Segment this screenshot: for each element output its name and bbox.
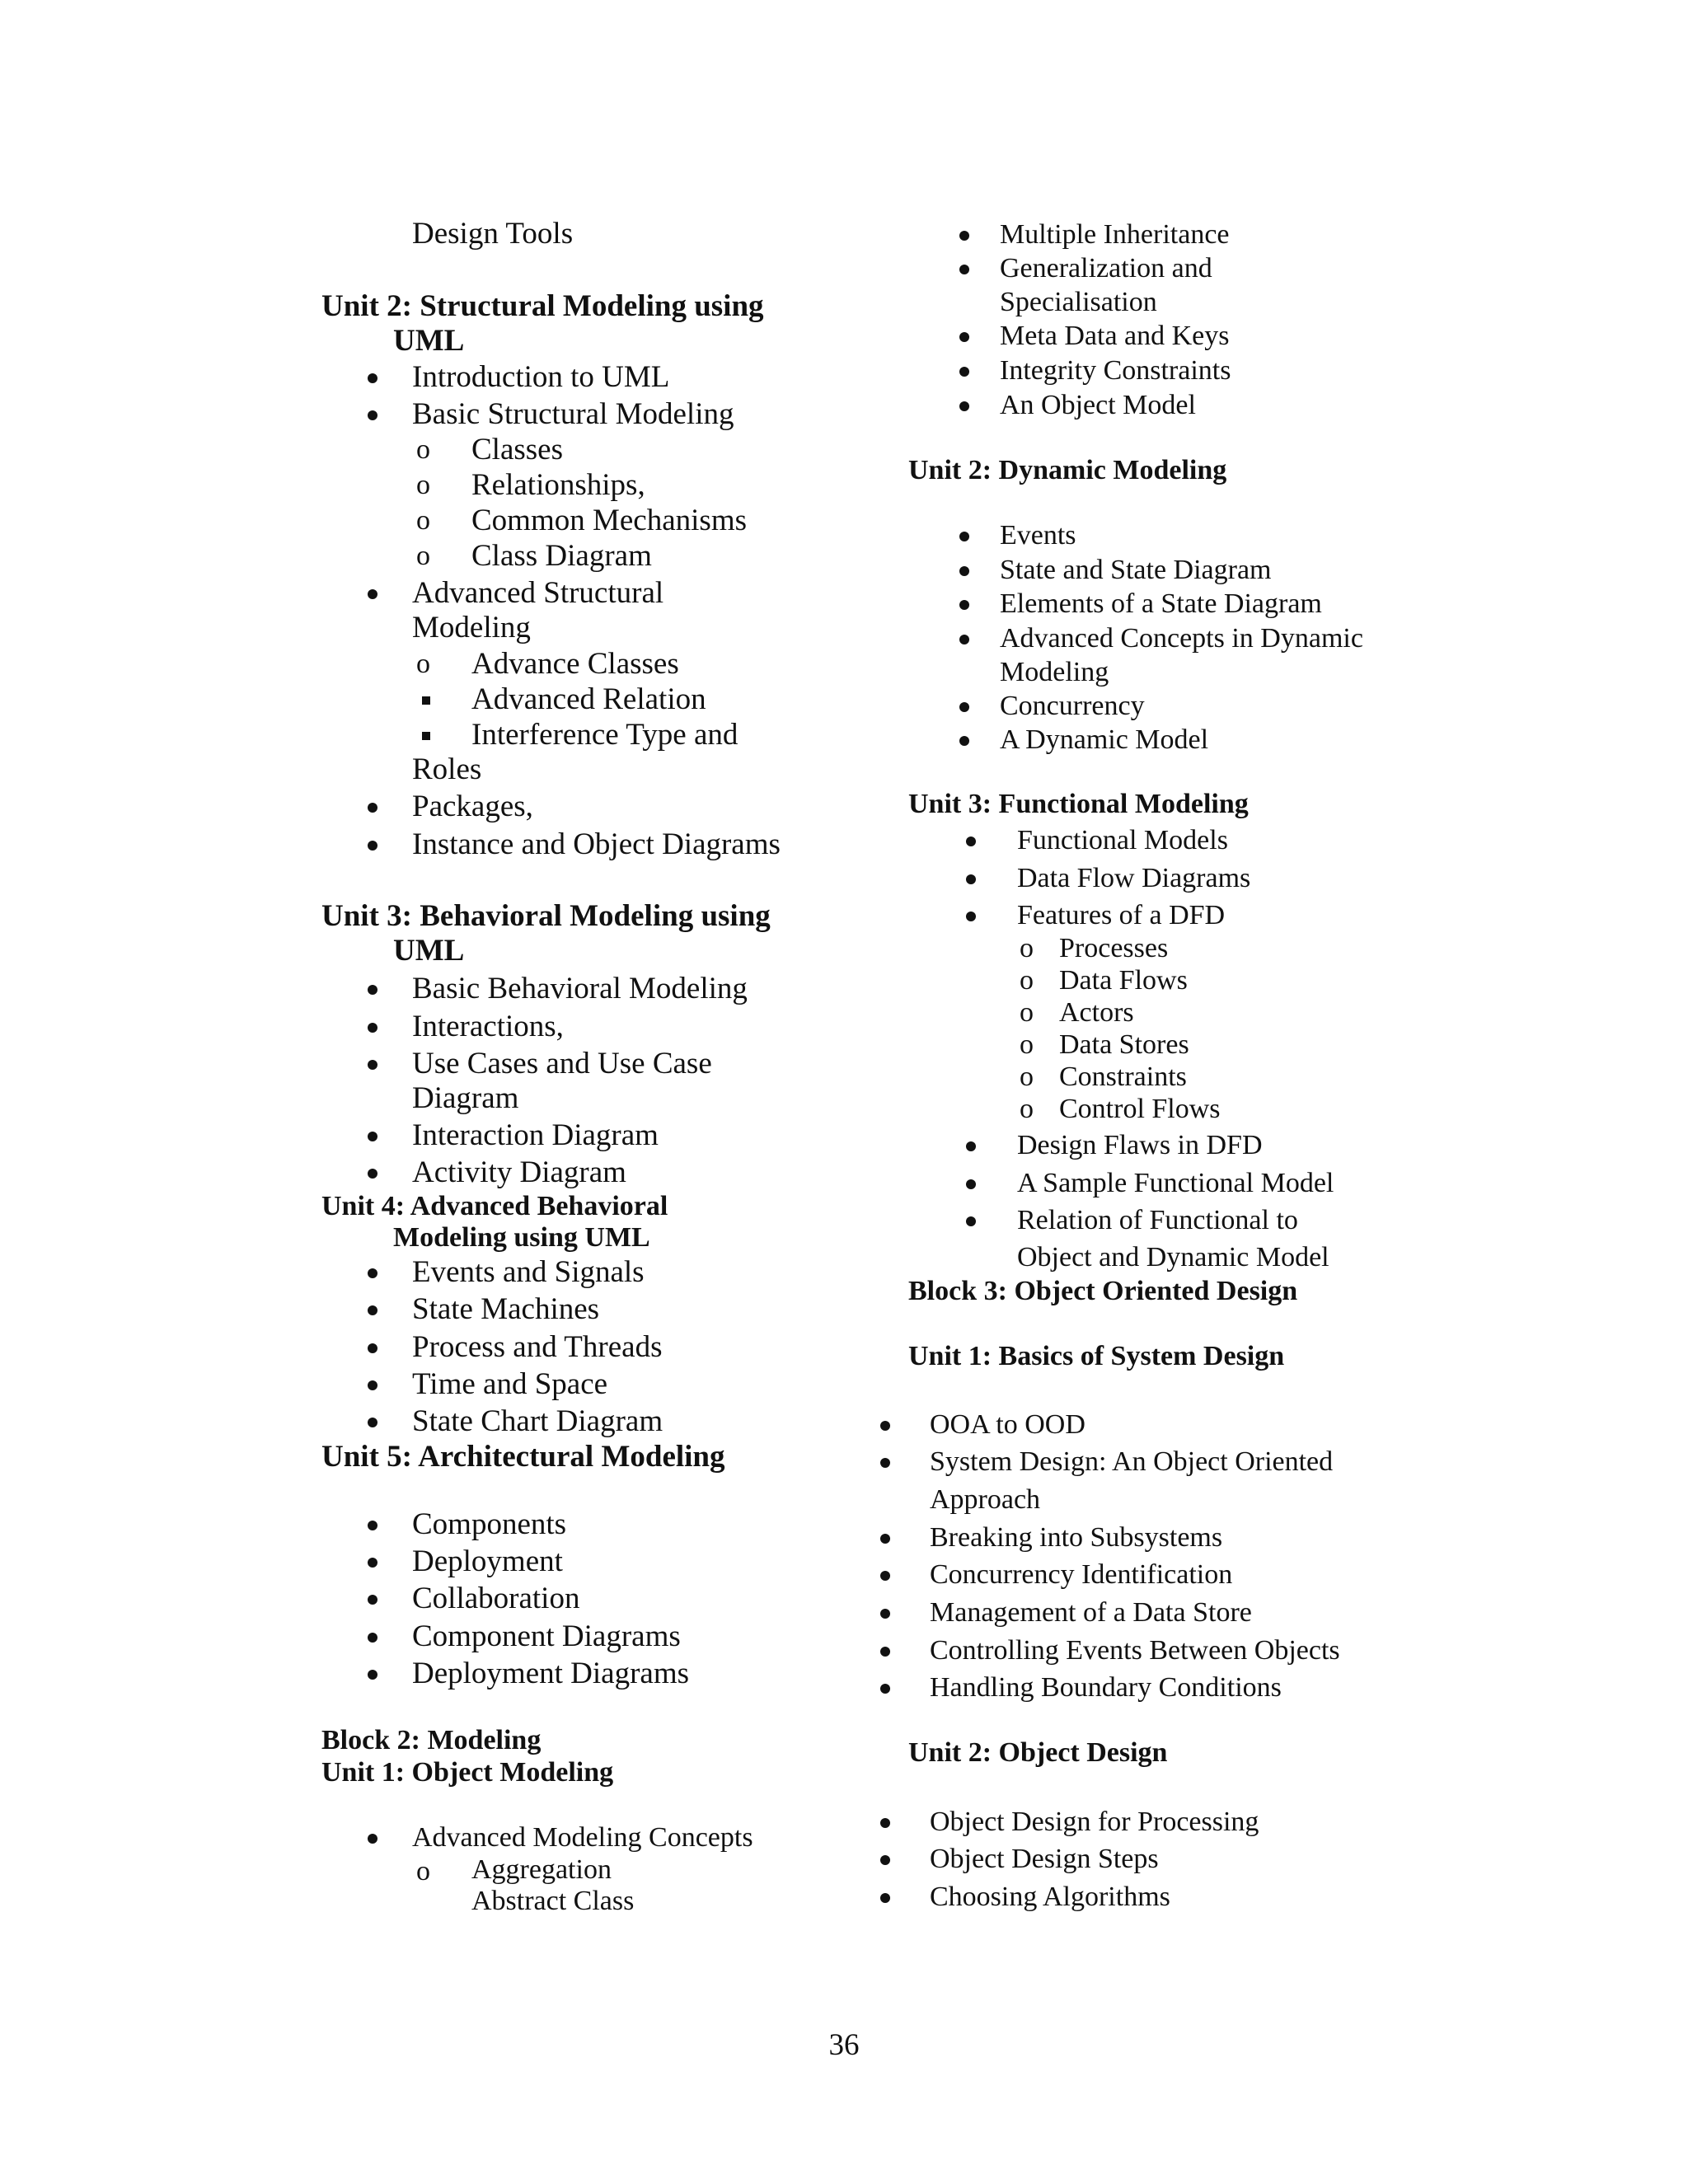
list-item: Actors xyxy=(1059,997,1134,1028)
unit-heading: Unit 2: Object Design xyxy=(908,1737,1168,1768)
list-item: Diagram xyxy=(412,1081,519,1115)
list-item: Breaking into Subsystems xyxy=(930,1522,1223,1553)
list-item: Relation of Functional to xyxy=(1017,1205,1298,1235)
bullet-icon xyxy=(368,1594,377,1609)
circle-bullet-icon: o xyxy=(1020,997,1034,1028)
list-item: Activity Diagram xyxy=(412,1155,626,1189)
bullet-icon xyxy=(368,1520,377,1535)
list-item: OOA to OOD xyxy=(930,1409,1085,1440)
bullet-icon xyxy=(880,1817,890,1832)
bullet-icon xyxy=(368,1305,377,1319)
block-heading: Block 2: Modeling xyxy=(321,1725,542,1755)
list-item: Interference Type and xyxy=(471,718,738,752)
list-item: Multiple Inheritance xyxy=(1000,219,1230,250)
list-item: Introduction to UML xyxy=(412,360,670,394)
list-item: Advanced Modeling Concepts xyxy=(412,1822,753,1853)
bullet-icon xyxy=(959,401,969,415)
list-item: Class Diagram xyxy=(471,539,652,573)
block-heading: Block 3: Object Oriented Design xyxy=(908,1276,1298,1306)
list-item: Constraints xyxy=(1059,1062,1187,1092)
circle-bullet-icon: o xyxy=(416,505,430,536)
circle-bullet-icon: o xyxy=(416,1856,430,1886)
circle-bullet-icon: o xyxy=(1020,965,1034,996)
list-item: Events and Signals xyxy=(412,1255,645,1289)
list-item: Events xyxy=(1000,520,1076,551)
circle-bullet-icon: o xyxy=(1020,1029,1034,1060)
list-item: System Design: An Object Oriented xyxy=(930,1446,1334,1477)
page-number: 36 xyxy=(828,2028,860,2062)
list-item: Advanced Relation xyxy=(471,682,706,716)
bullet-icon xyxy=(880,1420,890,1435)
bullet-icon xyxy=(959,264,969,279)
list-item: Generalization and xyxy=(1000,253,1212,284)
list-item: Controlling Events Between Objects xyxy=(930,1635,1340,1666)
unit-heading: UML xyxy=(393,934,465,968)
list-item: Control Flows xyxy=(1059,1094,1221,1124)
list-item: Modeling xyxy=(1000,657,1109,687)
list-item: State Chart Diagram xyxy=(412,1404,663,1438)
circle-bullet-icon: o xyxy=(416,541,430,571)
bullet-icon xyxy=(368,1131,377,1146)
bullet-icon xyxy=(966,1179,976,1193)
unit-heading: Unit 2: Structural Modeling using xyxy=(321,289,764,323)
list-item: Integrity Constraints xyxy=(1000,355,1231,386)
list-item: Processes xyxy=(1059,933,1169,963)
circle-bullet-icon: o xyxy=(416,434,430,465)
bullet-icon xyxy=(880,1533,890,1548)
list-item: Packages, xyxy=(412,790,533,823)
list-item: Component Diagrams xyxy=(412,1619,681,1653)
square-bullet-icon xyxy=(422,694,430,709)
bullet-icon xyxy=(368,802,377,817)
list-item: Object Design Steps xyxy=(930,1844,1159,1874)
bullet-icon xyxy=(368,1669,377,1684)
list-item: Approach xyxy=(930,1484,1041,1515)
bullet-icon xyxy=(880,1457,890,1472)
bullet-icon xyxy=(368,1022,377,1037)
bullet-icon xyxy=(368,1417,377,1432)
list-item: Advanced Structural xyxy=(412,576,664,610)
list-item: Basic Behavioral Modeling xyxy=(412,972,748,1005)
list-item: Data Flow Diagrams xyxy=(1017,863,1251,893)
list-item: Time and Space xyxy=(412,1367,608,1401)
bullet-icon xyxy=(368,984,377,999)
bullet-icon xyxy=(368,1268,377,1282)
list-item: Object Design for Processing xyxy=(930,1807,1259,1837)
text-line: Design Tools xyxy=(412,217,574,251)
list-item: Features of a DFD xyxy=(1017,900,1226,930)
bullet-icon xyxy=(959,634,969,649)
bullet-icon xyxy=(368,410,377,424)
list-item: Functional Models xyxy=(1017,825,1228,855)
list-item: Deployment xyxy=(412,1544,563,1578)
list-item: Instance and Object Diagrams xyxy=(412,827,781,861)
bullet-icon xyxy=(368,1632,377,1647)
list-item: Components xyxy=(412,1507,567,1541)
unit-heading: UML xyxy=(393,324,465,358)
list-item: Data Flows xyxy=(1059,965,1188,996)
bullet-icon xyxy=(368,1557,377,1572)
list-item: Object and Dynamic Model xyxy=(1017,1242,1329,1272)
bullet-icon xyxy=(368,373,377,387)
list-item: Elements of a State Diagram xyxy=(1000,588,1322,619)
list-item: Use Cases and Use Case xyxy=(412,1047,712,1080)
unit-heading: Unit 3: Functional Modeling xyxy=(908,789,1249,819)
unit-heading: Unit 1: Object Modeling xyxy=(321,1757,614,1788)
bullet-icon xyxy=(966,1141,976,1155)
bullet-icon xyxy=(368,1059,377,1074)
list-item: Collaboration xyxy=(412,1582,580,1615)
bullet-icon xyxy=(368,1168,377,1183)
list-item: A Dynamic Model xyxy=(1000,724,1209,755)
bullet-icon xyxy=(966,836,976,851)
bullet-icon xyxy=(368,1833,377,1848)
bullet-icon xyxy=(959,531,969,546)
bullet-icon xyxy=(368,840,377,855)
bullet-icon xyxy=(959,331,969,346)
list-item: Interactions, xyxy=(412,1010,564,1043)
bullet-icon xyxy=(368,1343,377,1357)
bullet-icon xyxy=(966,1216,976,1230)
bullet-icon xyxy=(880,1608,890,1623)
bullet-icon xyxy=(959,701,969,716)
circle-bullet-icon: o xyxy=(416,649,430,679)
list-item: Specialisation xyxy=(1000,287,1157,317)
list-item: Aggregation xyxy=(471,1854,612,1885)
list-item: Process and Threads xyxy=(412,1330,663,1364)
bullet-icon xyxy=(959,230,969,245)
unit-heading: Unit 1: Basics of System Design xyxy=(908,1341,1285,1371)
bullet-icon xyxy=(368,588,377,603)
list-item: Classes xyxy=(471,433,563,466)
square-bullet-icon xyxy=(422,729,430,744)
circle-bullet-icon: o xyxy=(1020,933,1034,963)
list-item: Common Mechanisms xyxy=(471,504,748,537)
unit-heading: Unit 5: Architectural Modeling xyxy=(321,1440,725,1474)
text-line: Roles xyxy=(412,752,482,786)
circle-bullet-icon: o xyxy=(1020,1094,1034,1124)
list-item: Concurrency Identification xyxy=(930,1559,1233,1590)
list-item: Modeling xyxy=(412,611,531,644)
bullet-icon xyxy=(959,735,969,750)
list-item: Relationships, xyxy=(471,468,645,502)
list-item: A Sample Functional Model xyxy=(1017,1168,1334,1198)
bullet-icon xyxy=(880,1683,890,1698)
bullet-icon xyxy=(880,1570,890,1585)
list-item: An Object Model xyxy=(1000,390,1196,420)
circle-bullet-icon: o xyxy=(1020,1062,1034,1092)
unit-heading: Modeling using UML xyxy=(393,1222,650,1253)
bullet-icon xyxy=(880,1646,890,1661)
list-item: Design Flaws in DFD xyxy=(1017,1130,1263,1160)
bullet-icon xyxy=(880,1854,890,1869)
circle-bullet-icon: o xyxy=(416,470,430,500)
list-item: Basic Structural Modeling xyxy=(412,397,734,431)
list-item: Choosing Algorithms xyxy=(930,1882,1170,1912)
bullet-icon xyxy=(959,565,969,580)
bullet-icon xyxy=(966,911,976,926)
list-item: Deployment Diagrams xyxy=(412,1657,689,1690)
bullet-icon xyxy=(959,599,969,614)
bullet-icon xyxy=(959,366,969,381)
unit-heading: Unit 4: Advanced Behavioral xyxy=(321,1191,668,1221)
bullet-icon xyxy=(368,1380,377,1394)
unit-heading: Unit 2: Dynamic Modeling xyxy=(908,455,1227,485)
list-item: Advanced Concepts in Dynamic xyxy=(1000,623,1363,654)
bullet-icon xyxy=(880,1892,890,1907)
list-item: Abstract Class xyxy=(471,1886,635,1916)
bullet-icon xyxy=(966,874,976,888)
list-item: Data Stores xyxy=(1059,1029,1189,1060)
list-item: Concurrency xyxy=(1000,691,1145,721)
unit-heading: Unit 3: Behavioral Modeling using xyxy=(321,899,771,933)
list-item: Interaction Diagram xyxy=(412,1118,659,1152)
list-item: Management of a Data Store xyxy=(930,1597,1252,1628)
list-item: State and State Diagram xyxy=(1000,555,1272,585)
list-item: Advance Classes xyxy=(471,647,679,681)
list-item: State Machines xyxy=(412,1292,600,1326)
list-item: Meta Data and Keys xyxy=(1000,321,1230,351)
list-item: Handling Boundary Conditions xyxy=(930,1672,1282,1703)
